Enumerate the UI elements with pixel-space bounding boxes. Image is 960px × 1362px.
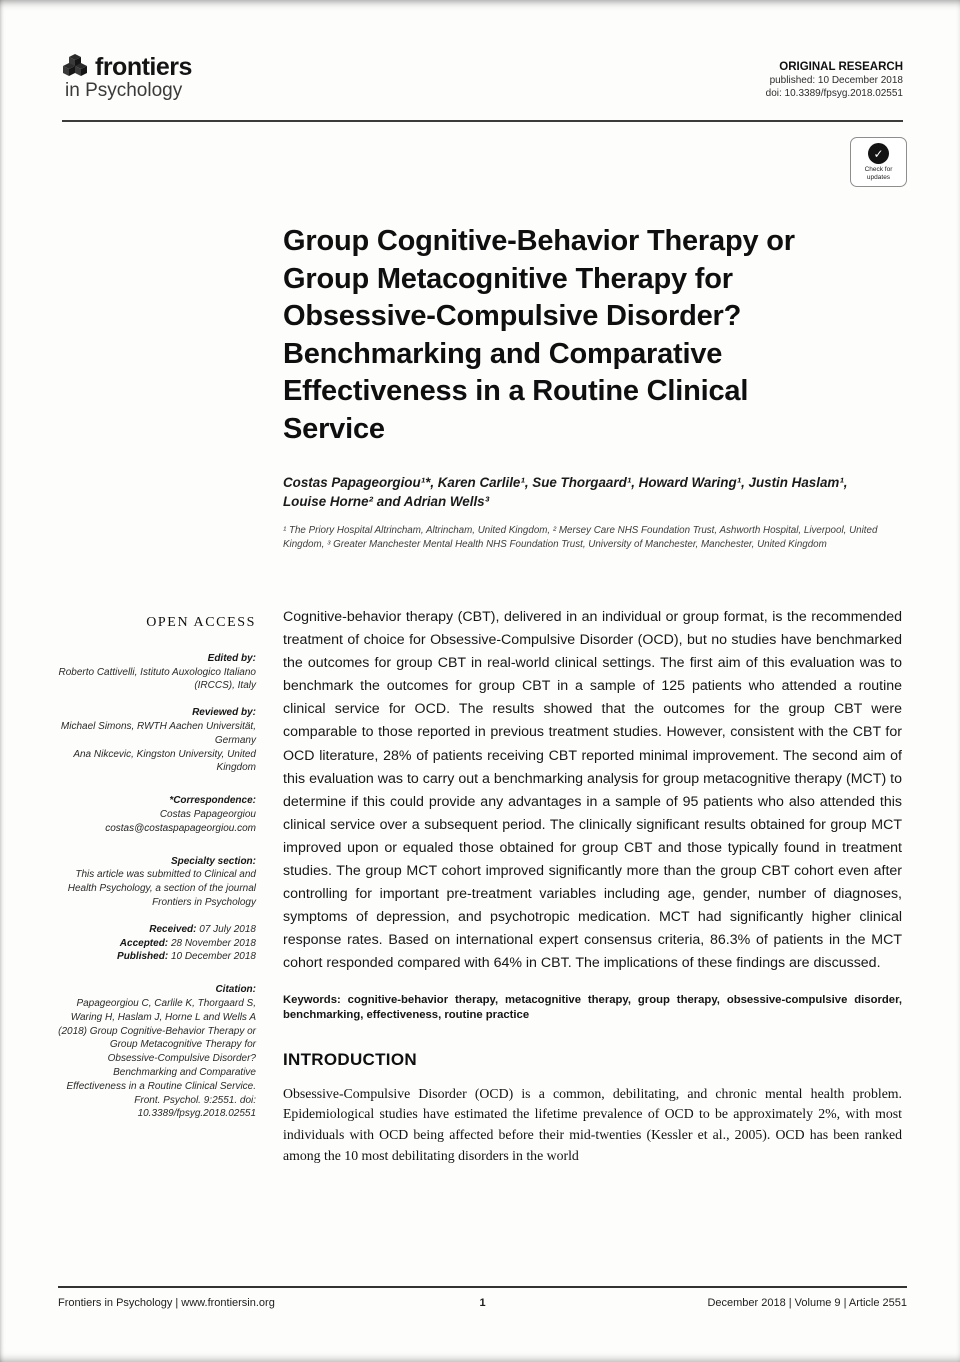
check-for-updates-badge[interactable]	[850, 137, 907, 187]
edited-by-label: Edited by:	[207, 652, 256, 664]
correspondence-label: *Correspondence:	[169, 795, 256, 807]
article-info-sidebar	[58, 616, 256, 1134]
frontiers-logo	[62, 54, 192, 102]
reviewer: Michael Simons, RWTH Aachen Universität, Germany	[60, 720, 256, 746]
header-meta	[766, 54, 903, 100]
accepted-line	[58, 937, 256, 951]
doi-line: doi: 10.3389/fpsyg.2018.02551	[765, 88, 903, 99]
journal-subtitle: in Psychology	[65, 80, 183, 101]
accepted-label: Accepted:	[119, 937, 169, 949]
received-line	[58, 923, 256, 937]
title-block	[283, 223, 902, 551]
crossmark-glyph: ✓	[873, 146, 884, 161]
correspondence-email[interactable]: costas@costaspapageorgiou.com	[105, 822, 256, 834]
affiliations: ¹ The Priory Hospital Altrincham, Altrincham, United Kingdom, ² Mersey Care NHS Foundation Trust, Ashworth Hospital, Liverpool, United Kingdom, ³ Greater Manchester Mental Health NHS Foundation Trust, University of Manchester, Manchester, United Kingdom	[283, 525, 878, 550]
specialty-value: This article was submitted to Clinical and Health Psychology, a section of the journal Frontiers in Psychology	[67, 869, 256, 908]
published-value: 10 December 2018	[170, 951, 256, 963]
footer-issue-info: December 2018 | Volume 9 | Article 2551	[707, 1297, 907, 1309]
page-footer	[58, 1286, 907, 1309]
citation-section	[58, 983, 256, 1121]
abstract-text: Cognitive-behavior therapy (CBT), delivered in an individual or group format, is the recommended treatment of choice for Obsessive-Compulsive Disorder (OCD), but no studies have benchmarked the outcomes for group CBT in real-world clinical settings. The first aim of this evaluation was to benchmark the outcomes for group CBT in a sample of 125 patients who attended a routine clinical service for OCD. The results showed that the outcomes for the group CBT were comparable to those reported in previous treatment studies. However, consistent with the CBT for OCD literature, 28% of patients receiving CBT reported minimal improvement. The second aim of this evaluation was to carry out a benchmarking analysis for group metacognitive therapy (MCT) to determine if this could provide any advantages in a sample of 95 patients who also attended this clinical service over a subsequent period. The clinically significant results obtained for group MCT improved upon or equaled those obtained for group CBT and those typically found in treatment studies. The group MCT cohort improved significantly more than the group CBT cohort even after controlling for important pre-treatment variables including age, gender, number of diagnoses, symptoms of depression, and psychotropic medication. MCT had significantly higher clinical response rates. Based on international expert consensus criteria, 86.3% of patients in the MCT cohort responded compared with 64% in CBT. The implications of these findings are discussed.	[283, 609, 902, 972]
edited-by-value: Roberto Cattivelli, Istituto Auxologico Italiano (IRCCS), Italy	[58, 666, 256, 692]
open-access-label: OPEN ACCESS	[146, 615, 256, 630]
journal-name: frontiers	[95, 53, 192, 81]
received-value: 07 July 2018	[199, 923, 256, 935]
reviewed-by-section	[58, 706, 256, 775]
article-body	[283, 606, 902, 1167]
badge-label	[865, 166, 893, 181]
edited-by-section	[58, 652, 256, 693]
reviewed-by-label: Reviewed by:	[192, 707, 256, 719]
page-number: 1	[479, 1297, 486, 1309]
specialty-section	[58, 855, 256, 910]
header-divider	[62, 120, 903, 122]
published-date-line: published: 10 December 2018	[769, 75, 903, 86]
correspondence-section	[58, 794, 256, 835]
accepted-value: 28 November 2018	[170, 937, 256, 949]
authors-line: Costas Papageorgiou¹*, Karen Carlile¹, Sue Thorgaard¹, Howard Waring¹, Justin Haslam¹, Louise Horne² and Adrian Wells³	[283, 475, 848, 509]
article-type-label: ORIGINAL RESEARCH	[779, 61, 903, 73]
published-label: Published:	[117, 951, 169, 963]
received-label: Received:	[149, 923, 197, 935]
reviewer: Ana Nikcevic, Kingston University, United Kingdom	[73, 748, 256, 774]
keywords-line: Keywords: cognitive-behavior therapy, metacognitive therapy, group therapy, obsessive-compulsive disorder, benchmarking, effectiveness, routine practice	[283, 993, 902, 1021]
correspondence-name: Costas Papageorgiou	[159, 808, 256, 820]
badge-label-line1: Check for	[864, 166, 893, 173]
introduction-paragraph: Obsessive-Compulsive Disorder (OCD) is a common, debilitating, and chronic mental health problem. Epidemiological studies have estimated the lifetime prevalence of OCD to be approximately 2%, with most individuals with OCD being affected before their mid-twenties (Kessler et al., 2005). OCD has been ranked among the 10 most debilitating disorders in the world	[283, 1085, 902, 1163]
footer-journal-url: Frontiers in Psychology | www.frontiersin.org	[58, 1297, 275, 1309]
article-title: Group Cognitive-Behavior Therapy or Group Metacognitive Therapy for Obsessive-Compulsive Disorder? Benchmarking and Comparative Effectiveness in a Routine Clinical Service	[283, 225, 795, 445]
dates-section	[58, 923, 256, 964]
badge-label-line2: updates	[866, 173, 891, 181]
citation-label: Citation:	[215, 984, 256, 996]
page-header	[62, 54, 903, 102]
citation-value: Papageorgiou C, Carlile K, Thorgaard S, Waring H, Haslam J, Horne L and Wells A (2018) Group Cognitive-Behavior Therapy or Group Metacognitive Therapy for Obsessive-Compulsive Disorder? Benchmarking and Comparative Effectiveness in a Routine Clinical Service. Front. Psychol. 9:2551. doi: 10.3389/fpsyg.2018.02551	[58, 997, 256, 1120]
specialty-label: Specialty section:	[170, 855, 256, 867]
frontiers-logo-icon	[62, 54, 92, 80]
published-line	[58, 950, 256, 964]
section-heading-introduction: INTRODUCTION	[283, 1049, 417, 1069]
crossmark-icon	[868, 143, 889, 164]
